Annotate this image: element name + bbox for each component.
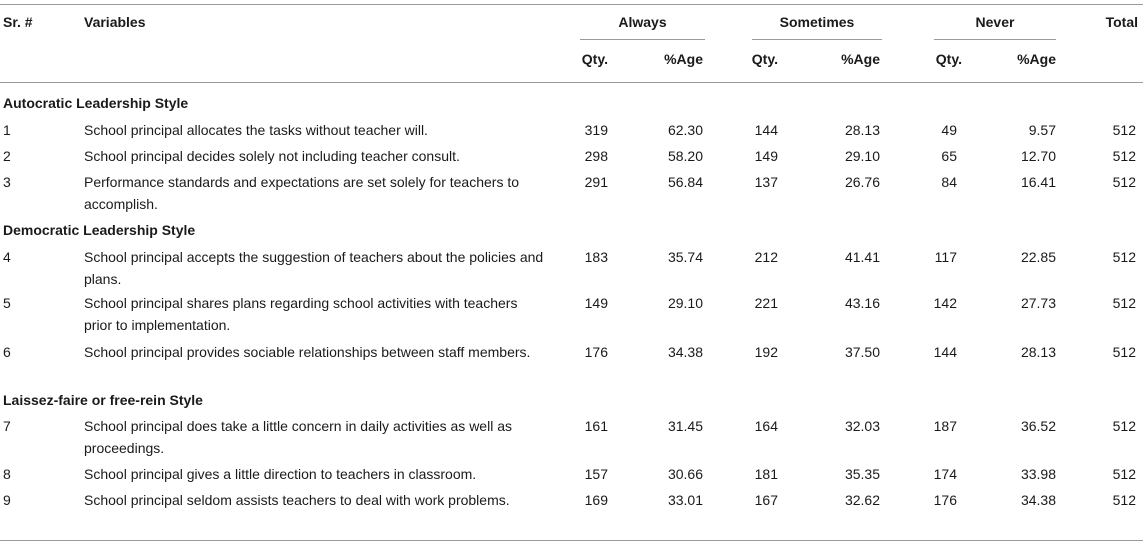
header-bottom-rule <box>0 82 1143 83</box>
never-pct: 22.85 <box>1020 249 1056 265</box>
row-variable: School principal seldom assists teachers to deal with work problems. <box>84 492 510 508</box>
row-total: 512 <box>1112 249 1136 265</box>
row-total: 512 <box>1112 295 1136 311</box>
always-pct: 33.01 <box>667 492 703 508</box>
sometimes-pct: 32.62 <box>844 492 880 508</box>
row-variable: School principal accepts the suggestion of teachers about the policies and plans. <box>84 249 544 287</box>
always-qty: 149 <box>584 295 608 311</box>
sometimes-qty: 167 <box>754 492 778 508</box>
never-qty: 176 <box>933 492 957 508</box>
always-qty: 183 <box>584 249 608 265</box>
row-variable: Performance standards and expectations are set solely for teachers to accomplish. <box>84 174 520 212</box>
header-never: Never <box>975 14 1015 30</box>
sometimes-qty: 212 <box>754 249 778 265</box>
row-sr: 3 <box>3 174 11 190</box>
row-total: 512 <box>1112 466 1136 482</box>
row-total: 512 <box>1112 344 1136 360</box>
never-pct: 28.13 <box>1020 344 1056 360</box>
always-qty: 319 <box>584 122 608 138</box>
row-variable: School principal allocates the tasks without teacher will. <box>84 122 428 138</box>
bottom-rule <box>0 540 1143 541</box>
always-qty: 291 <box>584 174 608 190</box>
row-sr: 2 <box>3 148 11 164</box>
always-pct: 35.74 <box>667 249 703 265</box>
header-sometimes-qty: Qty. <box>751 51 778 67</box>
always-pct: 31.45 <box>667 418 703 434</box>
row-variable: School principal gives a little direction to teachers in classroom. <box>84 466 477 482</box>
always-pct: 62.30 <box>667 122 703 138</box>
header-never-pct: %Age <box>1017 51 1056 67</box>
never-qty: 117 <box>934 249 957 265</box>
row-sr: 7 <box>3 418 11 434</box>
never-qty: 142 <box>933 295 957 311</box>
row-variable: School principal shares plans regarding school activities with teachers prior to implementation. <box>84 295 518 333</box>
row-total: 512 <box>1112 174 1136 190</box>
never-pct: 33.98 <box>1020 466 1056 482</box>
row-sr: 1 <box>3 122 11 138</box>
row-total: 512 <box>1112 122 1136 138</box>
never-pct: 34.38 <box>1020 492 1056 508</box>
row-total: 512 <box>1112 418 1136 434</box>
sometimes-subrule <box>752 39 882 40</box>
sometimes-qty: 221 <box>754 295 778 311</box>
sometimes-qty: 164 <box>754 418 778 434</box>
never-qty: 187 <box>933 418 957 434</box>
always-pct: 56.84 <box>667 174 703 190</box>
header-variables: Variables <box>84 14 146 30</box>
section-title-autocratic: Autocratic Leadership Style <box>3 95 189 111</box>
row-sr: 4 <box>3 249 11 265</box>
always-qty: 169 <box>584 492 608 508</box>
never-qty: 144 <box>933 344 957 360</box>
header-always-pct: %Age <box>664 51 703 67</box>
never-pct: 16.41 <box>1020 174 1056 190</box>
sometimes-pct: 35.35 <box>844 466 880 482</box>
always-pct: 58.20 <box>667 148 703 164</box>
never-qty: 174 <box>933 466 957 482</box>
sometimes-pct: 32.03 <box>844 418 880 434</box>
header-sr: Sr. # <box>3 14 33 30</box>
always-subrule <box>580 39 705 40</box>
never-pct: 27.73 <box>1020 295 1056 311</box>
row-total: 512 <box>1112 148 1136 164</box>
never-pct: 36.52 <box>1020 418 1056 434</box>
header-never-qty: Qty. <box>935 51 962 67</box>
sometimes-qty: 144 <box>754 122 778 138</box>
never-qty: 49 <box>941 122 957 138</box>
header-total: Total <box>1105 14 1138 30</box>
row-variable: School principal does take a little concern in daily activities as well as proceedings. <box>84 418 512 456</box>
always-qty: 298 <box>584 148 608 164</box>
never-subrule <box>934 39 1056 40</box>
always-qty: 176 <box>584 344 608 360</box>
sometimes-pct: 29.10 <box>844 148 880 164</box>
sometimes-qty: 181 <box>754 466 778 482</box>
section-title-laissez-faire: Laissez-faire or free-rein Style <box>3 392 203 408</box>
sometimes-pct: 41.41 <box>844 249 880 265</box>
row-variable: School principal decides solely not including teacher consult. <box>84 148 460 164</box>
sometimes-qty: 137 <box>754 174 778 190</box>
header-sometimes-pct: %Age <box>841 51 880 67</box>
row-sr: 8 <box>3 466 11 482</box>
sometimes-pct: 28.13 <box>844 122 880 138</box>
header-always-qty: Qty. <box>581 51 608 67</box>
never-qty: 84 <box>941 174 957 190</box>
sometimes-qty: 192 <box>754 344 778 360</box>
sometimes-pct: 37.50 <box>844 344 880 360</box>
header-sometimes: Sometimes <box>779 14 855 30</box>
always-pct: 34.38 <box>667 344 703 360</box>
always-pct: 30.66 <box>667 466 703 482</box>
header-always: Always <box>618 14 667 30</box>
row-total: 512 <box>1112 492 1136 508</box>
top-rule <box>0 4 1143 5</box>
sometimes-qty: 149 <box>754 148 778 164</box>
section-title-democratic: Democratic Leadership Style <box>3 222 196 238</box>
row-sr: 9 <box>3 492 11 508</box>
never-pct: 12.70 <box>1020 148 1056 164</box>
never-pct: 9.57 <box>1028 122 1056 138</box>
always-qty: 161 <box>584 418 608 434</box>
row-sr: 6 <box>3 344 11 360</box>
row-sr: 5 <box>3 295 11 311</box>
sometimes-pct: 43.16 <box>844 295 880 311</box>
row-variable: School principal provides sociable relationships between staff members. <box>84 344 531 360</box>
never-qty: 65 <box>941 148 957 164</box>
sometimes-pct: 26.76 <box>844 174 880 190</box>
always-qty: 157 <box>584 466 608 482</box>
always-pct: 29.10 <box>667 295 703 311</box>
